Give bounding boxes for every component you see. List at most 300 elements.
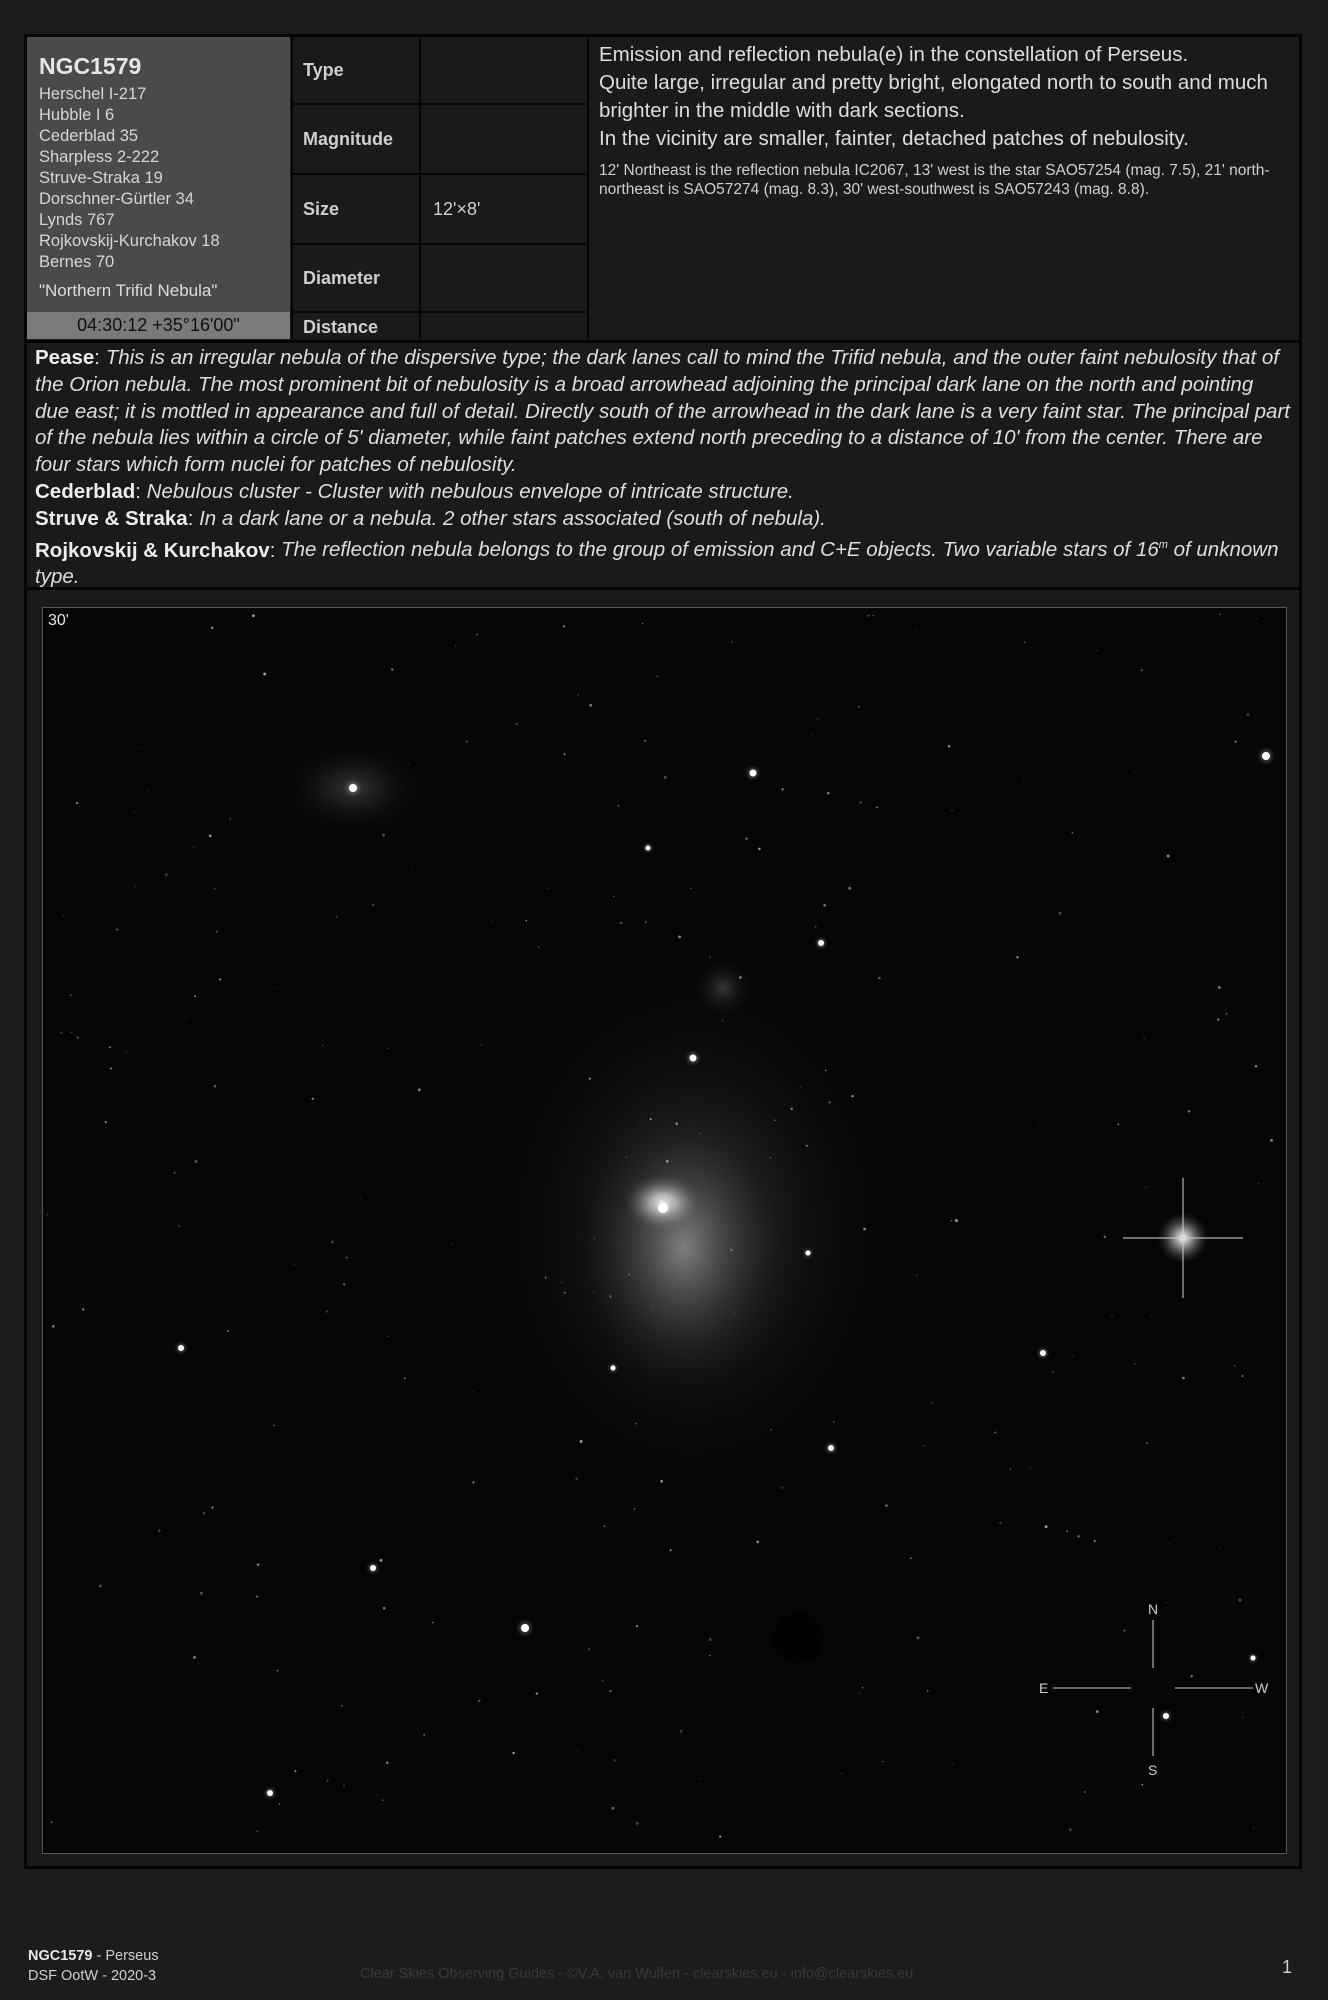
star — [709, 1638, 712, 1641]
note-author: Pease — [35, 346, 95, 369]
star — [594, 1238, 595, 1239]
bright-star — [611, 1366, 616, 1371]
star — [230, 818, 231, 819]
star — [1218, 986, 1221, 989]
star — [451, 1243, 452, 1244]
star — [1151, 1315, 1152, 1316]
star — [410, 1847, 411, 1848]
star — [1023, 780, 1024, 781]
star — [545, 1277, 547, 1279]
star — [1141, 1784, 1143, 1786]
note-text: Nebulous cluster - Cluster with nebulous envelope of intricate structure. — [146, 479, 794, 503]
note-pease: Pease: This is an irregular nebula of the dispersive type; the dark lanes call to mind the Trifid nebula, and the outer faint nebulosity that of the Orion nebula. The most prominent bit of nebulosity is a broad arrowhead adjoining the principal dark lane on the north and pointing due east; it is mottled in appearance and full of detail. Directly south of the arrowhead in the dark lane is a very faint star. The principal part of the nebula lies within a circle of 5' diameter, while faint patches extend north preceding to a distance of 10' from the center. There are four stars which form nuclei for patches of nebulosity. — [35, 346, 1290, 477]
bright-star — [646, 846, 651, 851]
star — [709, 956, 711, 958]
star — [858, 1692, 859, 1693]
alias: Sharpless 2-222 — [39, 148, 160, 166]
star — [51, 1821, 53, 1823]
star — [279, 1803, 280, 1804]
nebula-core — [573, 1098, 793, 1398]
star — [758, 848, 760, 850]
dark-globule — [773, 1613, 823, 1663]
star — [618, 805, 620, 807]
photograph-panel — [42, 607, 1287, 1854]
object-id: NGC1579 — [39, 53, 142, 79]
star — [1117, 1123, 1119, 1125]
star — [538, 946, 540, 948]
star — [828, 1101, 831, 1104]
star — [873, 615, 874, 616]
star — [634, 1508, 635, 1509]
bright-star — [1251, 1656, 1256, 1661]
star — [141, 747, 142, 748]
bright-star — [818, 940, 824, 946]
note-rojkovskij-kurchakov: Rojkovskij & Kurchakov: The reflection nebula belongs to the group of emission and C+E objects. Two variable stars of 16$^m$ of unknown type. — [35, 538, 1279, 589]
star — [1182, 1377, 1185, 1380]
star — [609, 1295, 612, 1298]
star — [652, 1305, 653, 1306]
footer-left — [28, 1946, 159, 1986]
star — [955, 1219, 958, 1222]
star — [60, 1032, 62, 1034]
star — [512, 1752, 514, 1754]
observer-notes — [27, 340, 1299, 590]
star — [644, 740, 646, 742]
star — [1258, 1183, 1259, 1184]
bright-star — [690, 1055, 697, 1062]
star — [827, 792, 830, 795]
star — [277, 1670, 279, 1672]
designations-panel — [27, 37, 290, 312]
object-sheet — [24, 34, 1302, 1869]
bright-star — [370, 1565, 376, 1571]
alias: Bernes 70 — [39, 253, 115, 271]
star — [924, 1445, 925, 1446]
description — [587, 37, 1299, 339]
star — [994, 1432, 996, 1434]
star — [858, 706, 860, 708]
star — [580, 1440, 583, 1443]
property-row-type — [291, 37, 586, 105]
star — [953, 1764, 954, 1765]
property-label: Distance — [293, 313, 421, 339]
note-struve-straka: Struve & Straka: In a dark lane or a nebula. 2 other stars associated (south of nebula). — [35, 506, 826, 530]
compass-e: E — [1039, 1680, 1049, 1696]
property-value — [423, 37, 586, 103]
star — [473, 1391, 474, 1392]
star — [927, 1690, 929, 1692]
star — [382, 834, 385, 837]
star — [1242, 1717, 1243, 1718]
page-number: 1 — [1282, 1957, 1293, 1977]
note-text-tail: of unknown type. — [35, 538, 1279, 589]
star — [408, 764, 409, 765]
star — [76, 802, 78, 804]
star — [380, 1559, 383, 1562]
star — [116, 929, 118, 931]
star — [195, 1160, 198, 1163]
star — [418, 1088, 421, 1091]
star — [917, 1636, 920, 1639]
star — [382, 1799, 384, 1801]
star — [645, 921, 647, 923]
star — [1073, 1355, 1074, 1356]
star — [126, 1051, 127, 1052]
star — [343, 1785, 344, 1786]
description-line: In the vicinity are smaller, fainter, detached patches of nebulosity. — [599, 127, 1189, 150]
star — [1250, 831, 1251, 832]
star — [730, 1248, 732, 1250]
star — [158, 1529, 160, 1531]
star — [193, 1656, 196, 1659]
star — [252, 614, 255, 617]
star — [636, 1822, 639, 1825]
star — [781, 788, 783, 790]
star — [690, 888, 691, 889]
star — [322, 1045, 323, 1046]
star — [77, 1037, 79, 1039]
star — [594, 1291, 595, 1292]
star — [165, 873, 168, 876]
star — [388, 1336, 389, 1337]
header — [27, 37, 1299, 339]
star — [577, 695, 578, 696]
surroundings-text: 12' Northeast is the reflection nebula IC2067, 13' west is the star SAO57254 (mag. 7.5), 21' north-northeast is SAO57274 (mag. 8.3), 30' west-southwest is SAO57243 (mag. 8.8). — [599, 162, 1270, 198]
star — [951, 1220, 952, 1221]
star — [800, 1087, 801, 1088]
star — [841, 1773, 842, 1774]
star — [1256, 618, 1257, 619]
description-line: Quite large, irregular and pretty bright, elongated north to south and much brighter in the middle with dark sections. — [599, 71, 1268, 122]
star — [848, 887, 851, 890]
alias: Lynds 767 — [39, 211, 115, 229]
star — [1220, 1547, 1221, 1548]
star — [823, 904, 826, 907]
star — [868, 615, 870, 617]
star — [472, 1481, 474, 1483]
compass-w: W — [1255, 1680, 1269, 1696]
star — [341, 1705, 343, 1707]
star — [1270, 1139, 1273, 1142]
star — [731, 641, 733, 643]
star — [1058, 912, 1061, 915]
property-value — [423, 245, 586, 311]
properties-table — [291, 37, 586, 339]
alias: Rojkovskij-Kurchakov 18 — [39, 232, 220, 250]
star — [756, 1541, 759, 1544]
star — [1134, 1363, 1135, 1364]
property-value — [423, 313, 586, 339]
star — [680, 1730, 683, 1733]
star — [211, 627, 213, 629]
star — [1235, 741, 1237, 743]
bright-star — [1163, 1713, 1169, 1719]
star — [614, 1759, 616, 1761]
star — [257, 1830, 259, 1832]
star — [1242, 1375, 1244, 1377]
star — [1217, 1018, 1219, 1020]
star — [432, 1622, 434, 1624]
star — [734, 1313, 735, 1314]
star — [612, 1807, 615, 1810]
star — [770, 1429, 772, 1431]
bright-star — [658, 1203, 668, 1213]
star — [609, 1690, 611, 1692]
star — [546, 887, 548, 889]
star — [466, 740, 468, 742]
bright-star — [750, 770, 757, 777]
star — [1096, 1710, 1099, 1713]
star — [63, 915, 64, 916]
star — [825, 1070, 826, 1071]
star — [194, 995, 196, 997]
star — [219, 978, 221, 980]
bright-star — [267, 1790, 273, 1796]
property-value: 12'×8' — [433, 198, 481, 219]
star — [1124, 1630, 1126, 1632]
star — [833, 1421, 834, 1422]
star — [216, 930, 218, 932]
bright-star — [521, 1624, 529, 1632]
star — [719, 1836, 721, 1838]
star — [1029, 1468, 1030, 1469]
star — [423, 1734, 425, 1736]
star — [602, 1680, 604, 1682]
star — [626, 1156, 628, 1158]
star — [1010, 1469, 1011, 1470]
star — [1016, 956, 1018, 958]
star — [238, 1351, 239, 1352]
star — [589, 1078, 591, 1080]
star — [863, 1228, 866, 1231]
star — [670, 1549, 672, 1551]
star — [110, 1068, 112, 1070]
star — [1045, 1525, 1048, 1528]
star — [817, 718, 819, 720]
star — [588, 1648, 590, 1650]
bright-star — [178, 1345, 184, 1351]
star — [666, 1160, 669, 1163]
star — [855, 621, 856, 622]
star — [478, 1700, 480, 1702]
star — [134, 886, 135, 887]
note-text-main: The reflection nebula belongs to the group of emission and C+E objects. Two variable stars of 16 — [281, 538, 1159, 562]
star — [203, 1512, 206, 1515]
compass-s: S — [1148, 1762, 1158, 1778]
property-label: Diameter — [293, 245, 421, 311]
star-field-photo — [43, 608, 1286, 1853]
magnitude-unit: m — [1158, 539, 1168, 552]
star — [263, 672, 266, 675]
alias: Cederblad 35 — [39, 127, 139, 145]
star — [620, 922, 623, 925]
star — [917, 630, 918, 631]
star — [882, 1761, 883, 1762]
star — [1247, 965, 1248, 966]
star — [312, 1098, 314, 1100]
star — [294, 1770, 296, 1772]
star — [1146, 1442, 1148, 1444]
star — [613, 896, 614, 897]
star — [82, 1308, 84, 1310]
star — [326, 1311, 328, 1313]
star — [526, 920, 527, 921]
star — [227, 1330, 229, 1332]
footer-object: NGC1579 — [28, 1948, 93, 1964]
star — [699, 1778, 700, 1779]
field-of-view-label: 30' — [48, 612, 69, 629]
star — [142, 1701, 143, 1702]
footer-edition: DSF OotW - 2020-3 — [28, 1968, 157, 1984]
star — [563, 625, 565, 627]
star — [1255, 1065, 1257, 1067]
star — [790, 1108, 792, 1110]
alias: Hubble I 6 — [39, 106, 115, 124]
star — [343, 1283, 345, 1285]
star — [1234, 1365, 1236, 1367]
star — [1077, 1535, 1079, 1537]
star — [476, 634, 477, 635]
star — [745, 837, 748, 840]
star — [516, 723, 518, 725]
star — [1169, 1543, 1170, 1544]
star — [391, 668, 393, 670]
star — [664, 776, 667, 779]
star — [1111, 1316, 1112, 1317]
star — [1096, 650, 1097, 651]
star — [699, 1133, 700, 1134]
note-author: Cederblad — [35, 479, 136, 503]
star — [412, 866, 413, 867]
star — [353, 1209, 354, 1210]
star — [193, 846, 194, 847]
star — [1143, 1037, 1144, 1038]
star — [173, 1172, 175, 1174]
star — [109, 1046, 111, 1048]
star — [637, 1124, 638, 1125]
star — [376, 1795, 377, 1796]
star — [1084, 1791, 1086, 1793]
star — [1232, 1248, 1233, 1249]
star — [575, 1478, 577, 1480]
footer-credits: Clear Skies Observing Guides - ©V.A. van Wulfen - clearskies.eu - info@clearskies.eu — [360, 1966, 914, 1982]
note-text: In a dark lane or a nebula. 2 other stars associated (south of nebula). — [199, 506, 826, 530]
star — [386, 1762, 388, 1764]
star — [293, 1264, 295, 1266]
star — [561, 1282, 562, 1283]
note-author: Struve & Straka — [35, 506, 188, 530]
star — [491, 921, 492, 922]
note-cederblad: Cederblad: Nebulous cluster - Cluster with nebulous envelope of intricate structure. — [35, 479, 794, 503]
star — [536, 1692, 538, 1694]
star — [70, 994, 72, 996]
star — [1134, 771, 1135, 772]
property-label: Size — [293, 175, 421, 243]
property-label: Type — [293, 37, 421, 103]
compass-n: N — [1148, 1601, 1159, 1617]
star — [564, 753, 566, 755]
star — [383, 1607, 386, 1610]
star — [635, 1423, 637, 1425]
star — [538, 963, 539, 964]
star — [346, 1257, 348, 1259]
star — [815, 926, 817, 928]
star — [178, 1225, 180, 1227]
star — [200, 1592, 203, 1595]
star — [589, 704, 592, 707]
star — [876, 806, 878, 808]
bright-star — [349, 784, 357, 792]
star — [932, 1402, 933, 1403]
star — [1166, 1602, 1167, 1603]
star — [372, 904, 374, 906]
star — [387, 1047, 389, 1049]
property-row-diameter — [291, 245, 586, 313]
nickname: "Northern Trifid Nebula" — [39, 281, 218, 300]
star — [642, 623, 643, 624]
star — [1052, 1371, 1054, 1373]
star — [1239, 1599, 1242, 1602]
star — [134, 811, 135, 812]
star — [999, 1522, 1001, 1524]
star — [256, 1596, 258, 1598]
star — [455, 646, 456, 647]
property-row-magnitude — [291, 105, 586, 175]
star — [147, 789, 148, 790]
star — [781, 1487, 783, 1489]
star — [851, 1095, 853, 1097]
star — [812, 788, 813, 789]
star — [675, 1122, 678, 1125]
description-line: Emission and reflection nebula(e) in the constellation of Perseus. — [599, 43, 1189, 66]
bright-star — [806, 1251, 811, 1256]
star — [52, 1325, 55, 1328]
star — [577, 1750, 578, 1751]
star — [628, 1273, 630, 1275]
alias: Dorschner-Gürtler 34 — [39, 190, 194, 208]
nebula-patch — [693, 958, 753, 1018]
star — [722, 1020, 723, 1021]
star — [273, 1425, 274, 1426]
star — [404, 1377, 406, 1379]
star — [1188, 1110, 1191, 1113]
star — [1247, 713, 1250, 716]
star — [1069, 1829, 1071, 1831]
bright-star — [828, 1445, 834, 1451]
star — [360, 1198, 361, 1199]
star — [351, 1545, 352, 1546]
star — [46, 1214, 48, 1216]
star — [739, 976, 742, 979]
star — [99, 1585, 102, 1588]
star — [1094, 1540, 1096, 1542]
star — [916, 1275, 917, 1276]
bright-star — [1040, 1350, 1046, 1356]
star — [211, 1506, 213, 1508]
star — [709, 1655, 710, 1656]
note-text: This is an irregular nebula of the dispersive type; the dark lanes call to mind the Trifid nebula, and the outer faint nebulosity that of the Orion nebula. The most prominent bit of nebulosity is a broad arrowhead adjoining the principal dark lane on the north and pointing due east; it is mottled in appearance and full of detail. Directly south of the arrowhead in the dark lane is a very faint star. The principal part of the nebula lies within a circle of 5' diameter, while faint patches extend north preceding to a distance of 10' from the center. There are four stars which form nuclei for patches of nebulosity. — [35, 346, 1290, 477]
star — [1253, 1828, 1254, 1829]
star — [257, 1563, 259, 1565]
star — [1066, 1530, 1068, 1532]
bright-star — [1262, 752, 1270, 760]
property-row-size — [291, 175, 586, 245]
star — [1038, 1121, 1039, 1122]
star — [209, 835, 212, 838]
star — [774, 1119, 775, 1120]
star — [656, 676, 657, 677]
star — [331, 1241, 334, 1244]
